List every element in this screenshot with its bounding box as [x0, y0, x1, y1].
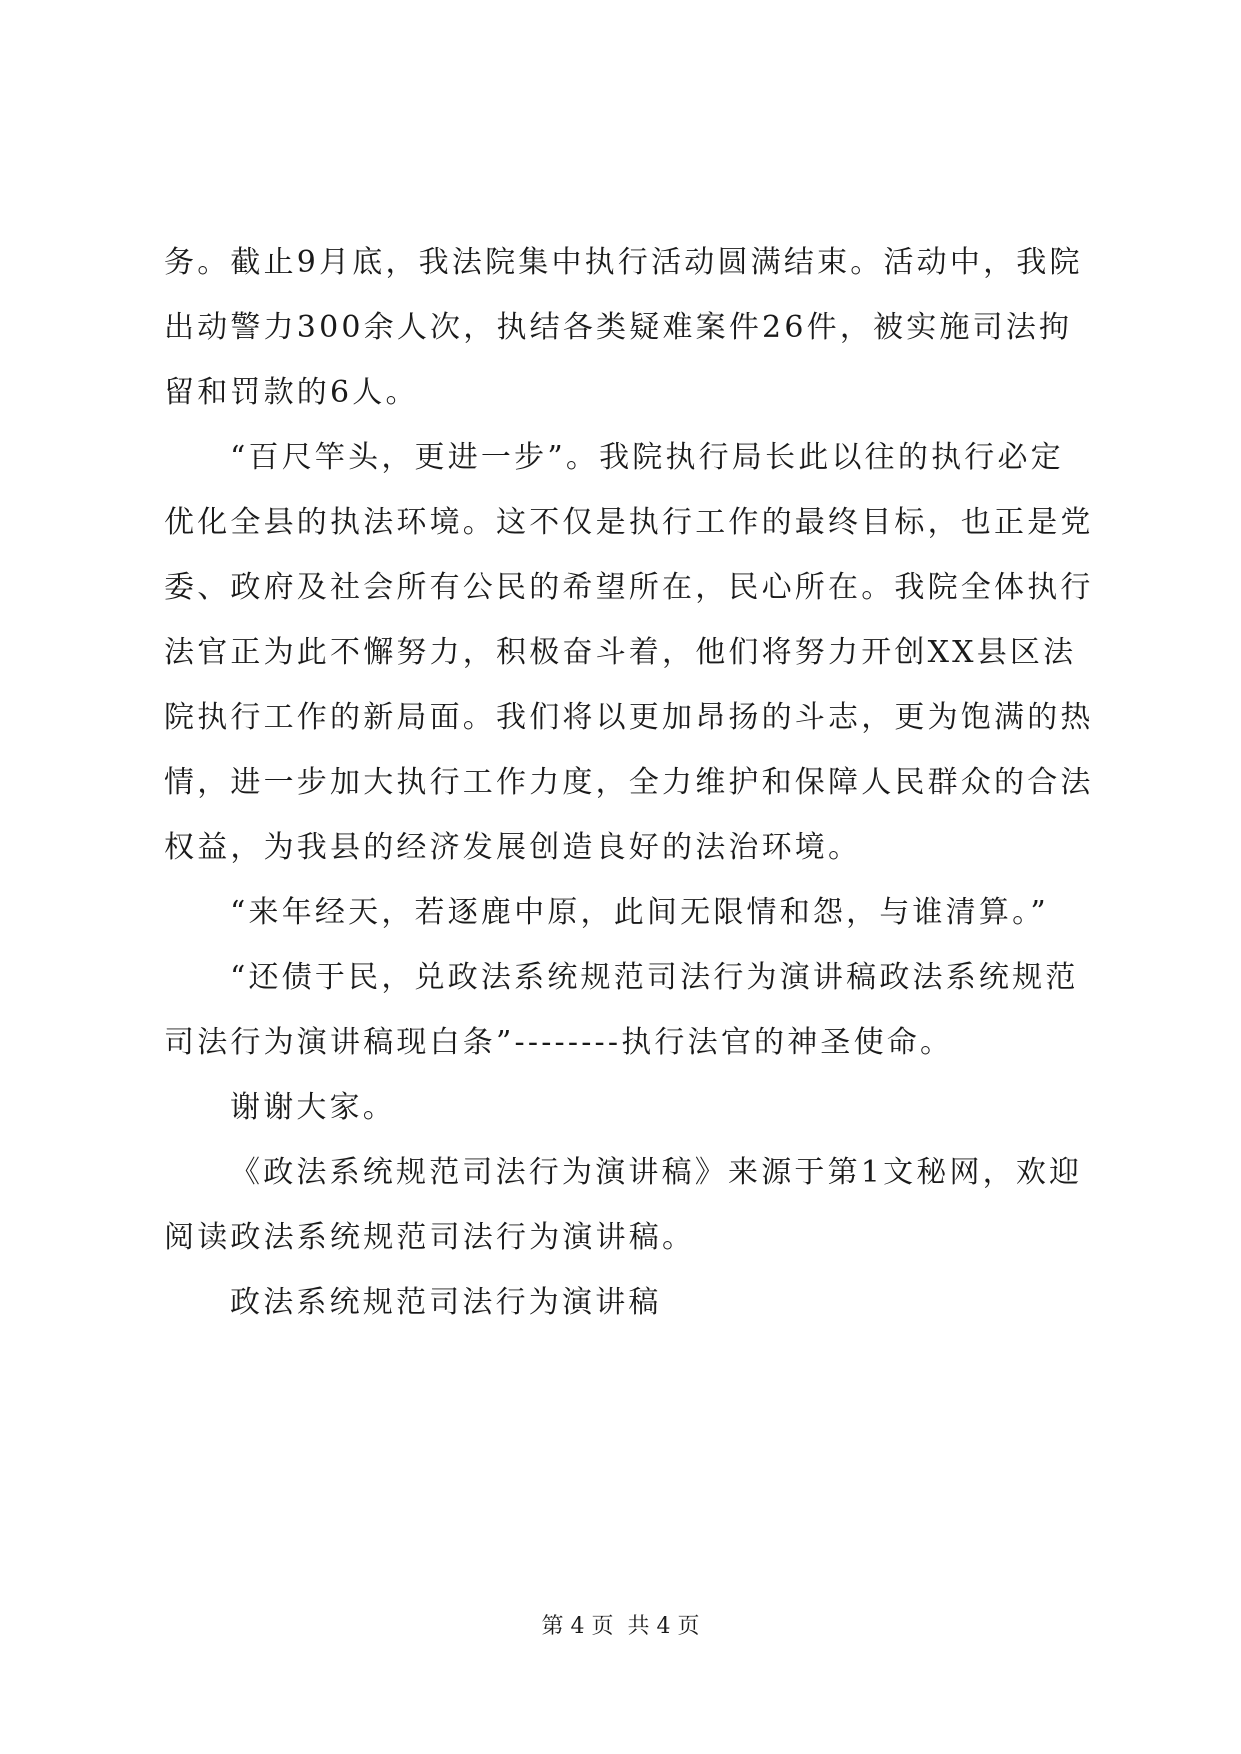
body-line: 出动警力300余人次，执结各类疑难案件26件，被实施司法拘 [164, 310, 1073, 345]
page-footer: 第 4 页 共 4 页 [541, 1614, 700, 1639]
body-line: 司法行为演讲稿现白条”--------执行法官的神圣使命。 [164, 1025, 954, 1060]
body-line: 委、政府及社会所有公民的希望所在，民心所在。我院全体执行 [164, 570, 1094, 605]
body-line: 院执行工作的新局面。我们将以更加昂扬的斗志，更为饱满的热 [164, 700, 1094, 735]
body-line: 留和罚款的6人。 [164, 375, 419, 410]
body-line: “来年经天，若逐鹿中原，此间无限情和怨，与谁清算。” [230, 895, 1049, 930]
document-body [164, 230, 1094, 1335]
body-line: 情，进一步加大执行工作力度，全力维护和保障人民群众的合法 [164, 765, 1094, 800]
body-line: 务。截止9月底，我法院集中执行活动圆满结束。活动中，我院 [164, 245, 1083, 280]
body-line: 法官正为此不懈努力，积极奋斗着，他们将努力开创XX县区法 [164, 635, 1077, 670]
body-line: “还债于民，兑政法系统规范司法行为演讲稿政法系统规范 [230, 960, 1079, 995]
body-line: 阅读政法系统规范司法行为演讲稿。 [164, 1220, 696, 1255]
body-line: 优化全县的执法环境。这不仅是执行工作的最终目标，也正是党 [164, 505, 1094, 540]
body-line: 权益，为我县的经济发展创造良好的法治环境。 [164, 830, 862, 865]
body-line: 政法系统规范司法行为演讲稿 [230, 1285, 662, 1320]
body-line: 谢谢大家。 [230, 1090, 396, 1125]
body-line: “百尺竿头，更进一步”。我院执行局长此以往的执行必定 [230, 440, 1064, 475]
body-line: 《政法系统规范司法行为演讲稿》来源于第1文秘网，欢迎 [230, 1155, 1083, 1190]
